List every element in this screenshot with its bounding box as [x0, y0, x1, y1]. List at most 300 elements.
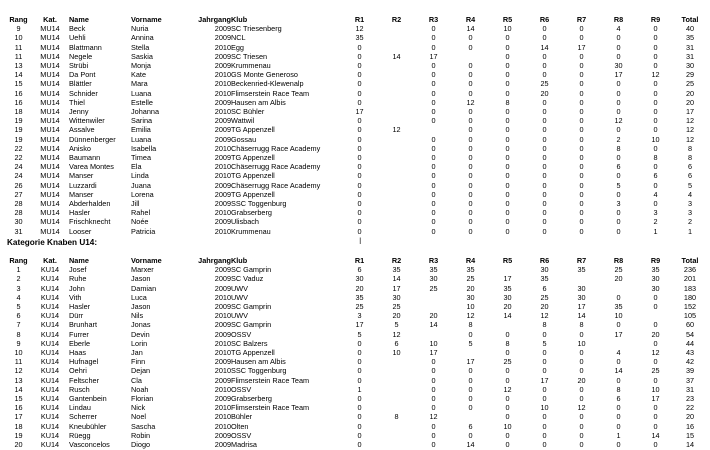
cell-r6: 0: [542, 107, 547, 117]
table-row: [6, 227, 706, 236]
cell-r3: 0: [431, 421, 436, 431]
cell-jahrgang: 2010: [214, 88, 231, 98]
cell-r2: [378, 403, 415, 412]
cell-r4: 0: [468, 134, 473, 144]
cell-r4: 0: [468, 180, 473, 190]
cell-r2: [378, 61, 415, 70]
cell-rang: 1: [16, 265, 21, 275]
cell-r9: 0: [653, 116, 658, 126]
cell-kat: MU14: [40, 208, 60, 218]
cell-r6: 0: [542, 217, 547, 227]
table-row: [6, 98, 706, 107]
cell-vorname: Juana: [131, 180, 151, 190]
cell-total: 30: [685, 61, 695, 71]
cell-vorname: Dejan: [131, 366, 151, 376]
cell-kat: KU14: [40, 320, 60, 330]
cell-r1: 0: [357, 338, 362, 348]
cell-r4: 0: [468, 33, 473, 43]
cell-r2: [378, 43, 415, 52]
cell-r4: 20: [466, 283, 475, 293]
cell-klub: TG Appenzell: [231, 348, 275, 358]
cell-r1: 0: [357, 162, 362, 172]
cell-r8: 0: [616, 33, 621, 43]
cell-r5: 0: [505, 143, 510, 153]
cell-name: Anisko: [69, 143, 91, 153]
cell-r5: 0: [505, 134, 510, 144]
col-header-rang: Rang: [9, 15, 28, 24]
cell-rang: 11: [14, 51, 23, 61]
cell-total: 6: [687, 171, 693, 181]
cell-r7: [563, 274, 600, 283]
cell-klub: SC Bühler: [231, 107, 265, 117]
cell-r7: 0: [579, 180, 584, 190]
cell-rang: 15: [14, 79, 23, 89]
cell-r4: 0: [468, 162, 473, 172]
cell-klub: Madrisa: [231, 440, 257, 450]
cell-r8: 0: [616, 217, 621, 227]
cell-rang: 28: [14, 208, 23, 218]
cell-r3: 0: [431, 79, 436, 89]
cell-rang: 14: [14, 70, 23, 80]
cell-r7: 17: [577, 302, 586, 312]
cell-r6: 6: [542, 283, 547, 293]
cell-r7: 0: [579, 384, 584, 394]
cell-r9: 30: [651, 274, 660, 284]
cell-kat: KU14: [40, 412, 60, 422]
cell-r2: 14: [392, 274, 401, 284]
cell-rang: 16: [14, 88, 23, 98]
col-header-r6: R6: [539, 256, 550, 265]
cell-r1: 0: [357, 125, 362, 135]
col-header-klub: Klub: [231, 15, 248, 24]
cell-r3: 0: [431, 171, 436, 181]
cell-r3: 0: [431, 24, 436, 34]
cell-kat: MU14: [40, 42, 60, 52]
cell-r7: 35: [577, 265, 586, 275]
cell-name: Baumann: [69, 153, 101, 163]
cell-r8: 0: [616, 51, 621, 61]
cell-r8: 12: [614, 116, 623, 126]
cell-r7: 0: [579, 208, 584, 218]
cell-jahrgang: 2009: [214, 153, 231, 163]
cell-name: Feltscher: [69, 375, 100, 385]
cell-r8: 0: [616, 125, 621, 135]
cell-total: 4: [687, 189, 693, 199]
cell-kat: MU14: [40, 70, 60, 80]
cell-vorname: Monja: [131, 61, 151, 71]
cell-r2: [378, 199, 415, 208]
cell-r1: 17: [355, 320, 364, 330]
cell-r7: 0: [579, 412, 584, 422]
cell-klub: TG Appenzell: [231, 189, 275, 199]
cell-r9: 14: [651, 430, 660, 440]
table-row: [6, 61, 706, 70]
cell-rang: 24: [14, 162, 23, 172]
cell-r7: 0: [579, 226, 584, 236]
cell-klub: SC Gamprin: [231, 265, 272, 275]
cell-r8: 0: [616, 412, 621, 422]
table-row: [6, 89, 706, 98]
cell-r3: 20: [429, 311, 438, 321]
cell-r3: 0: [431, 153, 436, 163]
cell-r3: 0: [431, 162, 436, 172]
col-header-total: Total: [681, 15, 699, 24]
cell-r7: 14: [577, 311, 586, 321]
cell-name: John: [69, 283, 85, 293]
cell-r7: 10: [577, 338, 586, 348]
col-header-kat: Kat.: [43, 256, 57, 265]
cell-r2: [378, 89, 415, 98]
cell-r4: 0: [468, 42, 473, 52]
cell-rang: 31: [14, 226, 23, 236]
cell-r3: [415, 293, 452, 302]
cell-name: Rusch: [69, 384, 90, 394]
cell-rang: 16: [14, 403, 23, 413]
cell-r8: 10: [614, 311, 623, 321]
cell-klub: OSSV: [231, 430, 252, 440]
cell-r3: 17: [429, 348, 438, 358]
cell-r4: 0: [468, 329, 473, 339]
cell-r7: 17: [577, 42, 586, 52]
cell-r6: 0: [542, 329, 547, 339]
cell-name: Kneubühler: [69, 421, 107, 431]
cell-kat: KU14: [40, 375, 60, 385]
cell-name: Abderhalden: [69, 199, 111, 209]
cell-kat: MU14: [40, 51, 60, 61]
col-header-r4: R4: [465, 15, 476, 24]
cell-r3: 0: [431, 226, 436, 236]
cell-r1: 0: [357, 430, 362, 440]
cell-r4: 14: [466, 440, 475, 450]
cell-klub: SC Gamprin: [231, 320, 272, 330]
col-header-r9: R9: [650, 256, 661, 265]
cell-r5: [489, 265, 526, 274]
cell-kat: KU14: [40, 292, 60, 302]
cell-rang: 24: [14, 171, 23, 181]
cell-r9: 8: [653, 153, 658, 163]
cell-r8: 0: [616, 189, 621, 199]
cell-rang: 4: [16, 292, 21, 302]
col-header-r7: R7: [576, 256, 587, 265]
cell-total: 42: [685, 357, 695, 367]
cell-r4: 0: [468, 79, 473, 89]
cell-r1: 0: [357, 394, 362, 404]
cell-r1: 0: [357, 208, 362, 218]
cell-rang: 27: [14, 189, 23, 199]
cell-klub: Beckenried-Klewenalp: [231, 79, 304, 89]
cell-r2: [378, 98, 415, 107]
cell-vorname: Saskia: [131, 51, 153, 61]
cell-r5: 0: [505, 440, 510, 450]
cell-r7: 0: [579, 61, 584, 71]
col-header-vorname: Vorname: [131, 15, 162, 24]
cell-r8: 0: [616, 320, 621, 330]
cell-vorname: Ela: [131, 162, 142, 172]
cell-r1: 25: [355, 302, 364, 312]
cell-r6: 20: [540, 302, 549, 312]
cell-r6: 0: [542, 430, 547, 440]
cell-klub: Flimserstein Race Team: [231, 375, 310, 385]
cell-name: Ruhe: [69, 274, 87, 284]
cell-r1: 30: [355, 274, 364, 284]
cell-vorname: Kate: [131, 70, 147, 80]
cell-r6: 20: [540, 88, 549, 98]
cell-r2: [378, 70, 415, 79]
table-row: [6, 422, 706, 431]
cell-r6: 0: [542, 421, 547, 431]
cell-r7: 0: [579, 143, 584, 153]
cell-vorname: Diogo: [131, 440, 151, 450]
cell-rang: 10: [14, 348, 23, 358]
cell-r8: 0: [616, 226, 621, 236]
cell-r4: 35: [466, 265, 475, 275]
cell-jahrgang: 2009: [214, 357, 231, 367]
cell-r9: 12: [651, 348, 660, 358]
col-header-r8: R8: [613, 15, 624, 24]
cell-r3: 0: [431, 33, 436, 43]
cell-klub: Ulisbach: [231, 217, 259, 227]
cell-kat: KU14: [40, 440, 60, 450]
cell-total: 105: [683, 311, 697, 321]
cell-r1: 0: [357, 97, 362, 107]
cell-r9: 0: [653, 42, 658, 52]
cell-total: 183: [683, 283, 697, 293]
cell-r3: 35: [429, 265, 438, 275]
cell-r3: 0: [431, 107, 436, 117]
table-row: [6, 403, 706, 412]
cell-r3: [415, 330, 452, 339]
cell-vorname: Lorin: [131, 338, 148, 348]
col-header-r9: R9: [650, 15, 661, 24]
cell-jahrgang: 2010: [214, 162, 231, 172]
cell-jahrgang: 2009: [214, 283, 231, 293]
cell-vorname: Patricia: [131, 226, 156, 236]
cell-r6: 14: [540, 42, 549, 52]
cell-r8: 4: [616, 348, 621, 358]
cell-r4: 0: [468, 384, 473, 394]
cell-r1: 0: [357, 143, 362, 153]
cell-r1: 0: [357, 440, 362, 450]
cell-r4: 0: [468, 189, 473, 199]
cell-jahrgang: 2009: [214, 189, 231, 199]
cell-rang: 20: [14, 440, 23, 450]
cell-r6: 0: [542, 199, 547, 209]
cell-name: Frischknecht: [69, 217, 111, 227]
cell-vorname: Jan: [131, 348, 143, 358]
cell-r5: 10: [503, 24, 512, 34]
cell-r8: 1: [616, 430, 621, 440]
cell-r3: 14: [429, 320, 438, 330]
cell-r9: 0: [653, 292, 658, 302]
cell-kat: MU14: [40, 97, 60, 107]
cell-vorname: Damian: [131, 283, 157, 293]
cell-r5: 17: [503, 274, 512, 284]
cell-r6: 0: [542, 208, 547, 218]
cell-jahrgang: 2010: [214, 403, 231, 413]
cell-klub: Gossau: [231, 134, 257, 144]
cell-r3: 0: [431, 357, 436, 367]
cell-total: 6: [687, 162, 693, 172]
cell-klub: Chäserrugg Race Academy: [231, 162, 321, 172]
cell-r3: 0: [431, 208, 436, 218]
cell-name: Manser: [69, 171, 94, 181]
table-row: [6, 171, 706, 180]
cell-total: 29: [685, 70, 695, 80]
cell-r5: 30: [503, 292, 512, 302]
cell-r3: 0: [431, 199, 436, 209]
cell-r1: 0: [357, 42, 362, 52]
cell-r6: 30: [540, 265, 549, 275]
cell-kat: MU14: [40, 171, 60, 181]
cell-r8: 6: [616, 162, 621, 172]
cell-kat: MU14: [40, 217, 60, 227]
cell-r2: [378, 162, 415, 171]
cell-kat: MU14: [40, 107, 60, 117]
cell-rang: 19: [14, 116, 23, 126]
cell-kat: MU14: [40, 199, 60, 209]
cell-r8: [600, 284, 637, 293]
cell-vorname: Noel: [131, 412, 147, 422]
cell-rang: 19: [14, 125, 23, 135]
cell-vorname: Finn: [131, 357, 146, 367]
cell-r7: 0: [579, 199, 584, 209]
cell-total: 12: [685, 134, 695, 144]
cell-r9: 0: [653, 51, 658, 61]
cell-r6: 0: [542, 24, 547, 34]
cell-name: Josef: [69, 265, 87, 275]
cell-r7: 12: [577, 403, 586, 413]
cell-r5: 12: [503, 384, 512, 394]
cell-r8: 0: [616, 440, 621, 450]
cell-r2: 12: [392, 125, 401, 135]
cell-r1: 0: [357, 180, 362, 190]
cell-vorname: Sarina: [131, 116, 153, 126]
cell-r6: 0: [542, 51, 547, 61]
cell-r8: 5: [616, 180, 621, 190]
cell-r1: 5: [357, 329, 362, 339]
cell-name: Eberle: [69, 338, 91, 348]
cell-r7: 0: [579, 70, 584, 80]
cell-r5: 0: [505, 107, 510, 117]
cell-klub: TG Appenzell: [231, 153, 275, 163]
cell-klub: UWV: [231, 292, 249, 302]
cell-r5: 0: [505, 125, 510, 135]
cell-r1: 0: [357, 403, 362, 413]
cell-jahrgang: 2010: [214, 384, 231, 394]
cell-kat: MU14: [40, 24, 60, 34]
cell-rang: 13: [14, 61, 23, 71]
cell-r1: 3: [357, 311, 362, 321]
cell-r3: 17: [429, 51, 438, 61]
cell-r6: 0: [542, 180, 547, 190]
cell-name: Wittenwiler: [69, 116, 105, 126]
cell-jahrgang: 2010: [214, 70, 231, 80]
cell-total: 39: [685, 366, 695, 376]
cell-r8: 25: [614, 265, 623, 275]
cell-r6: 0: [542, 153, 547, 163]
cell-r9: 3: [653, 208, 658, 218]
cell-vorname: Marxer: [131, 265, 154, 275]
cell-r9: 0: [653, 125, 658, 135]
table-row: [6, 366, 706, 375]
cell-klub: Flimserstein Race Team: [231, 403, 310, 413]
cell-jahrgang: 2009: [214, 302, 231, 312]
cell-r4: 17: [466, 357, 475, 367]
cell-r9: 0: [653, 97, 658, 107]
cell-total: 12: [685, 125, 695, 135]
cell-total: 1: [687, 226, 693, 236]
cell-vorname: Rahel: [131, 208, 151, 218]
cell-vorname: Linda: [131, 171, 149, 181]
cell-jahrgang: 2010: [214, 143, 231, 153]
cell-jahrgang: 2009: [214, 217, 231, 227]
cell-klub: UWV: [231, 283, 249, 293]
cell-total: 15: [685, 430, 695, 440]
cell-total: 54: [685, 329, 695, 339]
cell-klub: SC Triesen: [231, 51, 268, 61]
cell-r6: 0: [542, 357, 547, 367]
cell-name: Oehri: [69, 366, 87, 376]
cell-r5: 0: [505, 217, 510, 227]
cell-r4: 25: [466, 274, 475, 284]
cell-r6: 0: [542, 412, 547, 422]
cell-r5: 0: [505, 226, 510, 236]
cell-r6: 25: [540, 79, 549, 89]
cell-klub: Olten: [231, 421, 249, 431]
cell-r1: 17: [355, 107, 364, 117]
cell-jahrgang: 2010: [214, 79, 231, 89]
cell-r5: 0: [505, 61, 510, 71]
cell-vorname: Lorena: [131, 189, 154, 199]
cell-r9: 0: [653, 440, 658, 450]
cell-r2: 30: [392, 292, 401, 302]
cell-r9: 0: [653, 199, 658, 209]
cell-rang: 17: [14, 412, 23, 422]
cell-kat: KU14: [40, 274, 60, 284]
cell-vorname: Mara: [131, 79, 148, 89]
col-header-r3: R3: [428, 15, 439, 24]
cell-r6: 0: [542, 348, 547, 358]
table-row: [6, 208, 706, 217]
cell-r2: [378, 357, 415, 366]
cell-r9: 0: [653, 320, 658, 330]
cell-r8: 30: [614, 61, 623, 71]
cell-r7: 30: [577, 292, 586, 302]
cell-total: 23: [685, 394, 695, 404]
cell-name: Scherrer: [69, 412, 97, 422]
cell-name: Vith: [69, 292, 82, 302]
cell-r4: 12: [466, 97, 475, 107]
table-row: [6, 385, 706, 394]
cell-total: 37: [685, 375, 695, 385]
cell-r1: 0: [357, 70, 362, 80]
cell-kat: MU14: [40, 189, 60, 199]
cell-r6: 0: [542, 384, 547, 394]
cell-jahrgang: 2009: [214, 61, 231, 71]
cell-rang: 8: [16, 329, 21, 339]
col-header-name: Name: [69, 15, 89, 24]
cell-r1: 0: [357, 61, 362, 71]
cell-r7: 0: [579, 430, 584, 440]
cell-rang: 22: [14, 153, 23, 163]
cell-r7: 0: [579, 24, 584, 34]
cell-r7: 20: [577, 375, 586, 385]
cell-name: Beck: [69, 24, 86, 34]
cell-name: Furrer: [69, 329, 89, 339]
cell-r2: [378, 116, 415, 125]
table-row: [6, 199, 706, 208]
cell-kat: KU14: [40, 394, 60, 404]
